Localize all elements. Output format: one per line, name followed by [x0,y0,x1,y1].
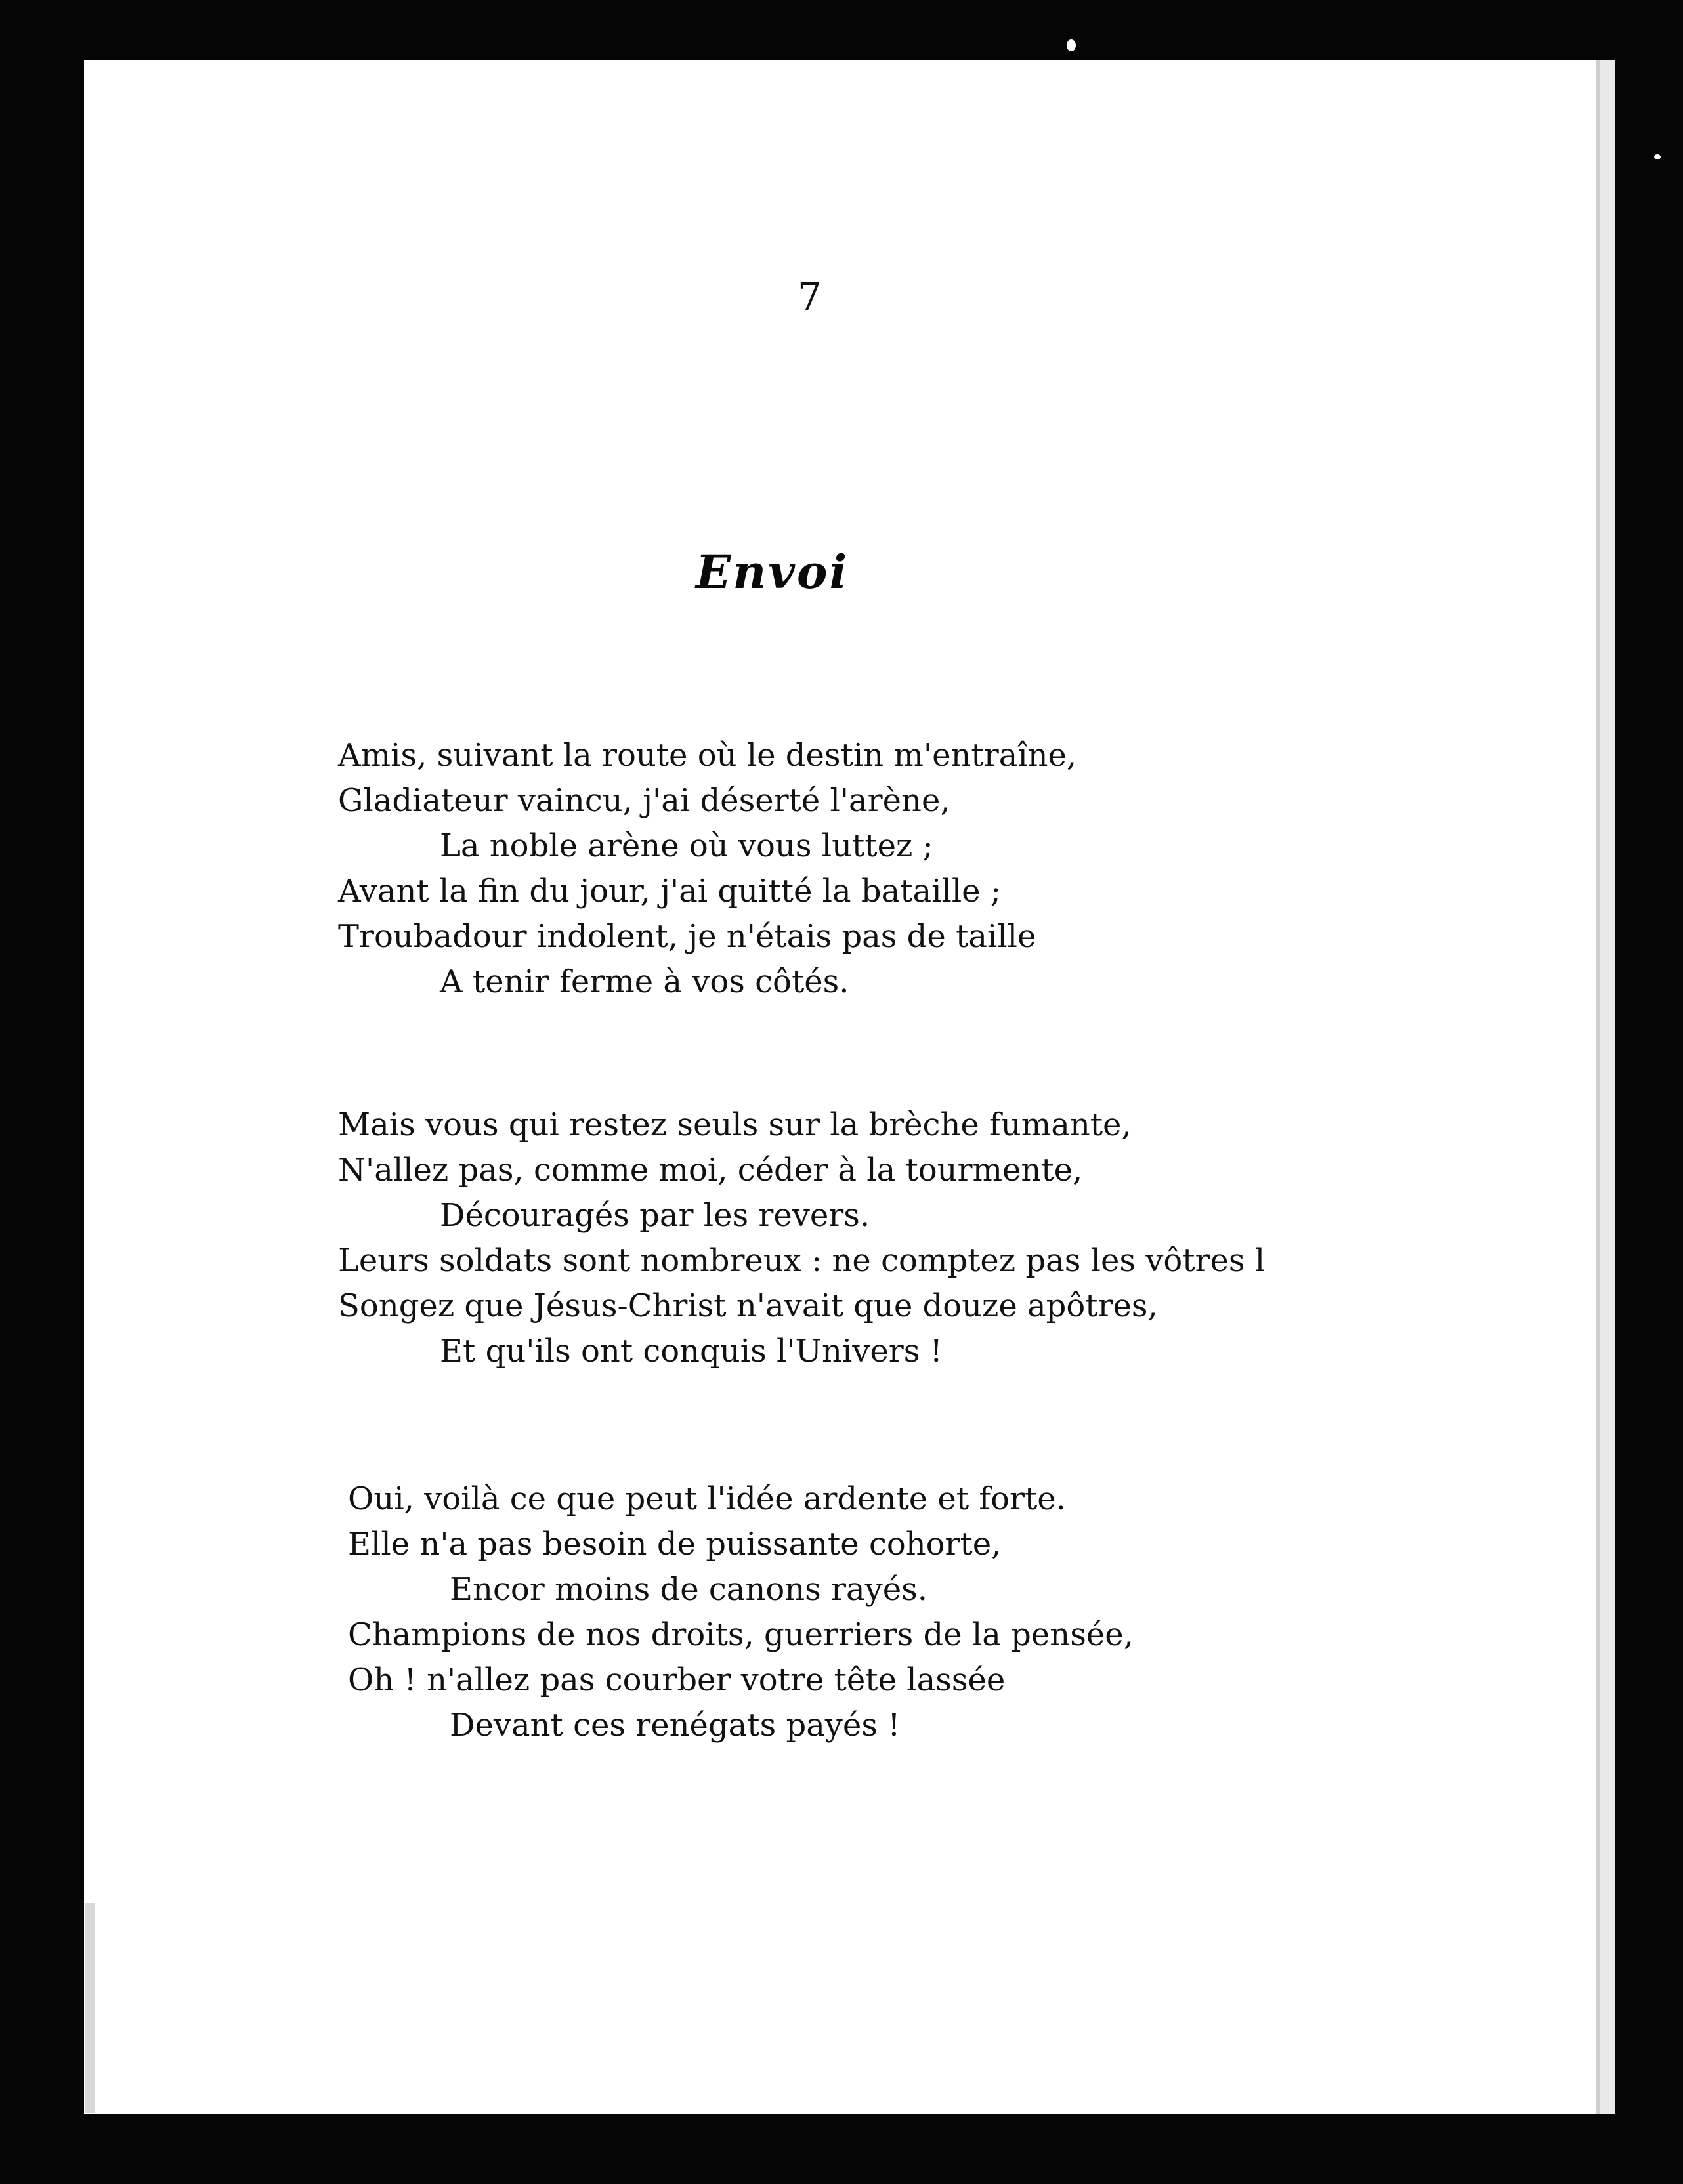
verse-line: Elle n'a pas besoin de puissante cohorte, [348,1526,1002,1563]
verse-line: Devant ces renégats payés ! [450,1707,901,1744]
verse-line: La noble arène où vous luttez ; [440,828,933,864]
page-number: 7 [798,274,822,319]
verse-line: Oui, voilà ce que peut l'idée ardente et forte. [348,1480,1066,1517]
stanza-2 [338,1102,1265,1374]
verse-line: Encor moins de canons rayés. [450,1571,927,1608]
scan-speck [1067,39,1076,51]
stanza-1 [338,733,1076,1005]
page-edge [85,1903,95,2113]
verse-line: Découragés par les revers. [440,1197,870,1234]
verse-line: Et qu'ils ont conquis l'Univers ! [440,1333,943,1370]
scan-speck [1654,154,1661,159]
verse-line: Gladiateur vaincu, j'ai déserté l'arène, [338,782,950,819]
verse-line: Amis, suivant la route où le destin m'entraîne, [338,737,1077,774]
stanza-3 [348,1477,1134,1748]
verse-line: Avant la fin du jour, j'ai quitté la bataille ; [338,873,1002,910]
verse-line: Champions de nos droits, guerriers de la pensée, [348,1616,1134,1653]
verse-line: Mais vous qui restez seuls sur la brèche fumante, [338,1106,1132,1143]
verse-line: Leurs soldats sont nombreux : ne comptez pas les vôtres l [338,1242,1266,1279]
verse-line: A tenir ferme à vos côtés. [440,963,849,1000]
verse-line: Troubadour indolent, je n'étais pas de taille [338,918,1036,955]
verse-line: Songez que Jésus-Christ n'avait que douze apôtres, [338,1288,1158,1324]
verse-line: Oh ! n'allez pas courber votre tête lassée [348,1662,1006,1698]
book-page [84,60,1615,2114]
verse-line: N'allez pas, comme moi, céder à la tourmente, [338,1152,1083,1188]
poem-title: Envoi [696,545,849,599]
